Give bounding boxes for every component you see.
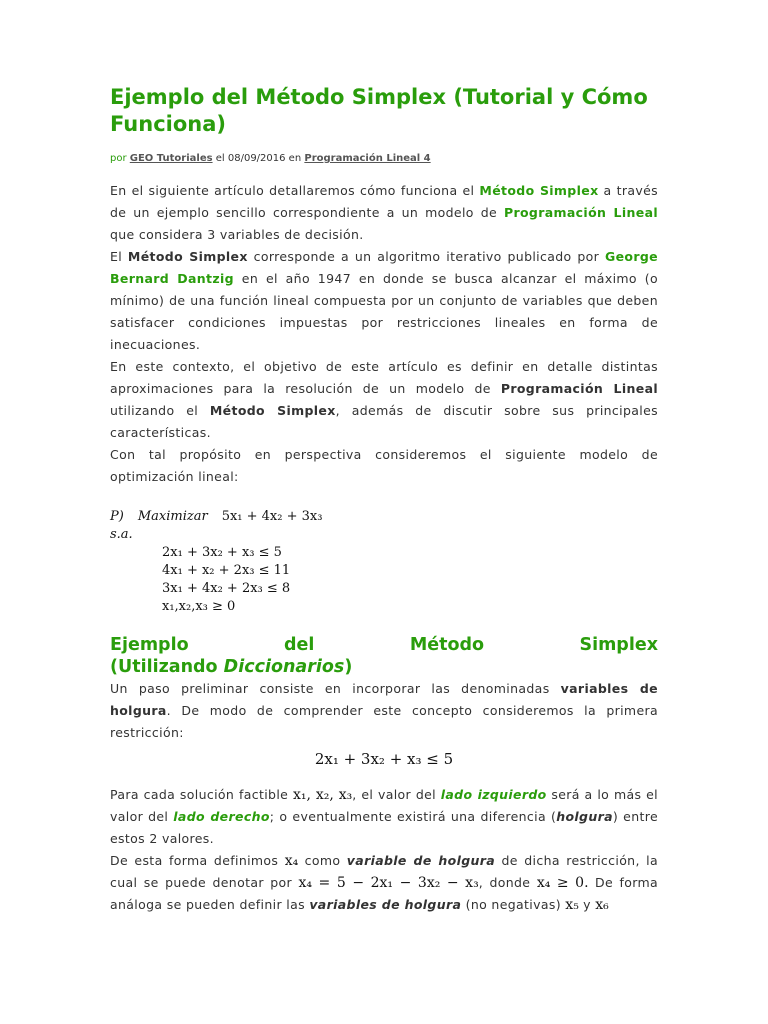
model-st: s.a. (110, 527, 133, 542)
p2-text-e: en el año 1947 en donde se busca alcanzar el máximo (o mínimo) de una función lineal compuesta por un conjunto de variables que deben satisfacer condiciones impuestas por restricciones lineales en forma de inecuaciones. (110, 271, 658, 352)
paragraph-5 (110, 678, 658, 744)
section-word-4: Simplex (579, 635, 658, 655)
model-constraint-3: 3x₁ + 4x₂ + 2x₃ ≤ 8 (162, 581, 291, 596)
p7-text-d: de dicha restricción, la cual se puede denotar por (110, 853, 659, 890)
paragraph-6 (110, 784, 658, 850)
p7-text-e: , donde (478, 875, 531, 890)
paragraph-2 (110, 246, 658, 356)
p7-condition: x₄ ≥ 0. (536, 875, 589, 891)
paragraph-1 (110, 180, 658, 246)
p7-x4: x₄ (284, 853, 299, 869)
p5-text-a: Un paso preliminar consiste en incorporar las denominadas (110, 681, 550, 696)
model-constraint-nonneg: x₁,x₂,x₃ ≥ 0 (162, 599, 236, 614)
p2-text-c: corresponde a un algoritmo iterativo publicado por (253, 249, 600, 264)
section-line2-b: Diccionarios (223, 657, 345, 677)
p7-x5: x₅ (565, 897, 579, 913)
lp-model (110, 508, 658, 616)
category-link[interactable]: Programación Lineal 4 (304, 153, 431, 164)
p3-text-e: , además de discutir sobre sus principales características. (110, 403, 658, 440)
model-maximize: Maximizar (137, 509, 208, 524)
p1-text-c: a través de un ejemplo sencillo correspondiente a un modelo de (110, 183, 658, 220)
p2-link-dantzig[interactable]: George Bernard Dantzig (110, 249, 658, 286)
p7-text-f: De forma análoga se pueden definir las (110, 875, 659, 912)
p7-equation: x₄ = 5 − 2x₁ − 3x₂ − x₃ (298, 875, 479, 891)
p6-lado-derecho: lado derecho (173, 809, 270, 824)
p3-text-a: En este contexto, el objetivo de este artículo es definir en detalle distintas aproximaciones para la resolución de un modelo de (110, 359, 658, 396)
p6-text-f: ; o eventualmente existirá una diferencia ( (269, 809, 557, 824)
p3-bold-metodo-simplex: Método Simplex (209, 403, 336, 418)
paragraph-3 (110, 356, 658, 444)
byline-por: por (110, 153, 127, 164)
p1-link-metodo-simplex[interactable]: Método Simplex (479, 183, 599, 198)
section-word-3: Método (409, 635, 485, 655)
p2-bold-metodo-simplex: Método Simplex (127, 249, 248, 264)
p1-text-a: En el siguiente artículo detallaremos cómo funciona el (110, 183, 475, 198)
article (110, 84, 658, 916)
section-word-1: Ejemplo (110, 635, 189, 655)
p7-variable-holgura: variable de holgura (346, 853, 496, 868)
p7-text-b: como (304, 853, 341, 868)
model-st-row (110, 526, 658, 544)
paragraph-4: Con tal propósito en perspectiva consideremos el siguiente modelo de optimización lineal: (110, 447, 658, 484)
model-constraint-1: 2x₁ + 3x₂ + x₃ ≤ 5 (162, 545, 282, 560)
section-heading (110, 634, 658, 678)
section-line2-a: (Utilizando (110, 657, 218, 677)
p6-vars: x₁, x₂, x₃ (292, 787, 353, 803)
p7-text-h: (no negativas) (465, 897, 561, 912)
p6-text-d: será a lo más el valor del (110, 787, 658, 824)
p6-text-h: ) entre estos 2 valores. (110, 809, 658, 846)
model-objective: 5x₁ + 4x₂ + 3x₃ (221, 509, 323, 524)
p6-text-a: Para cada solución factible (110, 787, 289, 802)
p6-lado-izquierdo: lado izquierdo (440, 787, 547, 802)
paragraph-7 (110, 850, 658, 916)
section-line2-c: ) (344, 657, 353, 677)
byline-date: el 08/09/2016 en (215, 153, 302, 164)
p6-text-b: , el valor del (352, 787, 436, 802)
model-objective-row (110, 508, 658, 526)
p3-text-c: utilizando el (110, 403, 199, 418)
article-title: Ejemplo del Método Simplex (Tutorial y Cómo Funciona) (110, 85, 648, 136)
p5-text-c: . De modo de comprender este concepto consideremos la primera restricción: (110, 703, 658, 740)
p3-bold-programacion-lineal: Programación Lineal (500, 381, 658, 396)
equation-constraint-1: 2x₁ + 3x₂ + x₃ ≤ 5 (314, 750, 454, 768)
p7-x6: x₆ (595, 897, 609, 913)
p6-holgura: holgura (556, 809, 613, 824)
p2-text-a: El (110, 249, 123, 264)
p5-bold-variables-holgura: variables de holgura (110, 681, 658, 718)
model-constraint-2: 4x₁ + x₂ + 2x₃ ≤ 11 (162, 563, 291, 578)
model-label: P) (110, 509, 124, 524)
byline (110, 152, 658, 166)
p7-variables-holgura: variables de holgura (309, 897, 462, 912)
p7-text-y: y (583, 897, 591, 912)
p7-text-a: De esta forma definimos (110, 853, 279, 868)
author-link[interactable]: GEO Tutoriales (129, 153, 213, 164)
section-word-2: del (284, 635, 315, 655)
p1-text-e: que considera 3 variables de decisión. (110, 227, 364, 242)
p1-link-programacion-lineal[interactable]: Programación Lineal (503, 205, 658, 220)
